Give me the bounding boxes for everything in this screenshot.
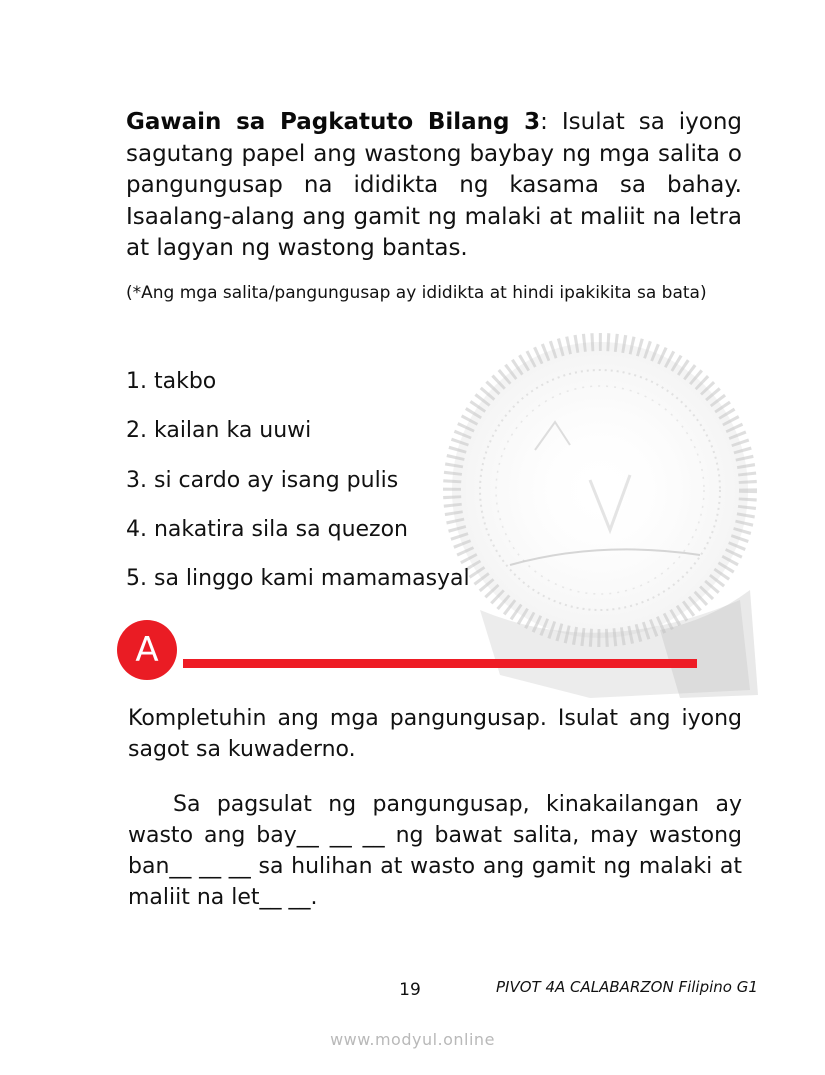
section-instruction: Kompletuhin ang mga pangungusap. Isulat ang iyong sagot sa kuwaderno. (128, 706, 742, 762)
dictation-note: (*Ang mga salita/pangungusap ay ididikta at hindi ipakikita sa bata) (126, 283, 707, 303)
section-a-marker (117, 620, 697, 680)
website-watermark: www.modyul.online (330, 1030, 495, 1049)
activity-instructions-text: : Isulat sa iyong sagutang papel ang wastong baybay ng mga salita o pangungusap na ididikta ng kasama sa bahay. Isaalang-alang ang gamit ng malaki at maliit na letra at lagyan ng wastong bantas. (126, 109, 743, 261)
running-footer: PIVOT 4A CALABARZON Filipino G1 (496, 978, 758, 996)
section-divider-line (183, 659, 697, 668)
fill-in-paragraph: Sa pagsulat ng pangungusap, kinakailangan ay wasto ang bay__ __ __ ng bawat salita, may wastong ban__ __ __ sa hulihan at wasto ang gamit ng malaki at maliit na let__ __. (128, 792, 742, 910)
activity-heading: Gawain sa Pagkatuto Bilang 3 (126, 109, 541, 135)
list-item: 4. nakatira sila sa quezon (126, 516, 408, 542)
section-letter-badge: A (117, 620, 177, 680)
list-item: 3. si cardo ay isang pulis (126, 467, 399, 493)
page-number: 19 (399, 980, 421, 1000)
activity-instructions (126, 107, 742, 265)
list-item: 2. kailan ka uuwi (126, 418, 312, 444)
dictation-list (126, 364, 470, 610)
list-item: 5. sa linggo kami mamamasyal (126, 566, 470, 592)
list-item: 1. takbo (126, 369, 217, 394)
